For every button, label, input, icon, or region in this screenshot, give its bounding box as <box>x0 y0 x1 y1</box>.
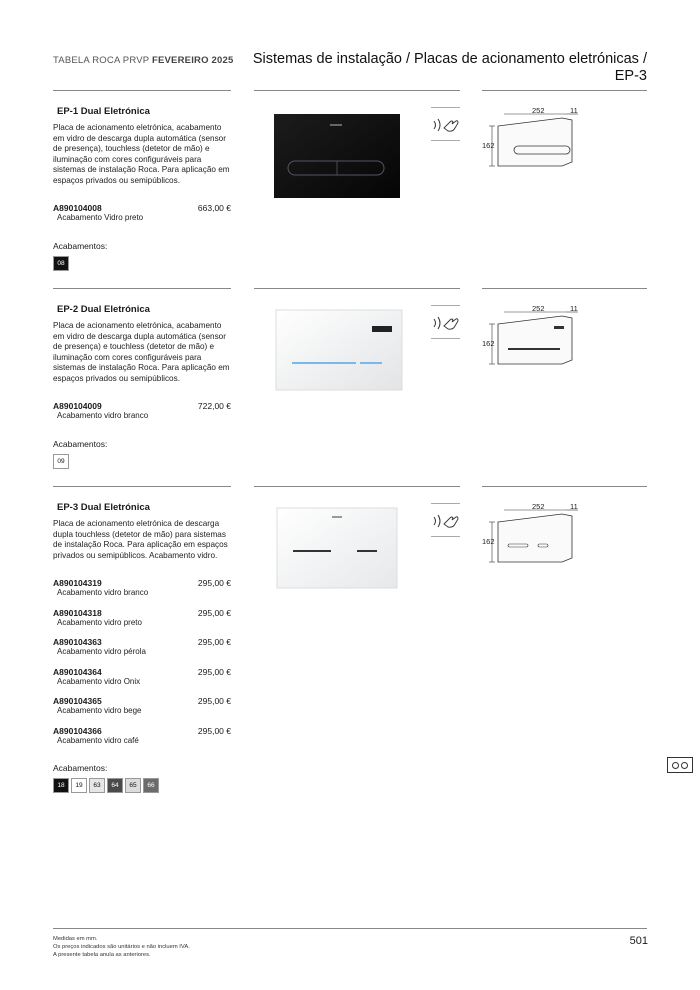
header-prefix: TABELA ROCA PRVP <box>53 55 152 66</box>
finish-swatch[interactable]: 18 <box>53 778 69 793</box>
section-divider <box>482 486 647 487</box>
finishes-label: Acabamentos: <box>53 439 108 449</box>
product-price: 295,00 € <box>197 725 231 736</box>
finish-swatch[interactable]: 64 <box>107 778 123 793</box>
product-finish: Acabamento Vidro preto <box>57 213 144 222</box>
finishes-label: Acabamentos: <box>53 241 108 251</box>
finish-swatch[interactable]: 63 <box>89 778 105 793</box>
footer-divider <box>53 928 647 929</box>
product-code: A890104364 <box>53 666 102 677</box>
technical-drawing <box>484 306 584 375</box>
dimension-height: 162 <box>482 141 495 150</box>
product-code-row <box>53 608 231 630</box>
section-divider <box>53 486 231 487</box>
dimension-width: 252 <box>532 106 545 115</box>
touchless-sensor-icon <box>431 115 461 135</box>
product-finish: Acabamento vidro branco <box>57 411 149 420</box>
product-price: 295,00 € <box>197 578 231 588</box>
product-image <box>277 508 397 593</box>
dimension-depth: 11 <box>570 304 578 313</box>
header-catalog-label <box>53 55 233 66</box>
product-code-row <box>53 696 231 718</box>
product-code: A890104365 <box>53 696 102 706</box>
page-number: 501 <box>629 935 648 947</box>
product-code-row <box>53 401 231 423</box>
product-finish: Acabamento vidro Onix <box>57 676 141 686</box>
product-finish: Acabamento vidro bege <box>57 706 142 715</box>
finish-swatches <box>53 454 69 469</box>
product-code-row <box>53 726 231 748</box>
technical-drawing <box>484 504 584 573</box>
dimension-height: 162 <box>482 339 495 348</box>
finish-swatch[interactable]: 19 <box>71 778 87 793</box>
finishes-label: Acabamentos: <box>53 763 108 773</box>
section-divider <box>254 486 460 487</box>
finish-swatches <box>53 256 69 271</box>
product-price: 722,00 € <box>197 401 231 411</box>
product-finish: Acabamento vidro café <box>57 735 139 745</box>
product-price: 295,00 € <box>197 666 231 677</box>
product-description: Placa de acionamento eletrónica, acabamento em vidro de descarga dupla automática (sensor de presença), touchless (detetor de mão) e iluminação com cores configuráveis para sistemas de instalação Roca. Para aplicação em espaços privados ou semipúblicos. <box>53 123 230 185</box>
header-date: FEVEREIRO 2025 <box>151 55 234 66</box>
product-price: 295,00 € <box>197 607 231 618</box>
product-image <box>274 114 400 203</box>
product-code-row <box>53 578 231 600</box>
section-divider <box>482 288 647 289</box>
product-description: Placa de acionamento eletrónica, acabamento em vidro de descarga dupla automática (sensor de presença) e touchless (detetor de mão) e iluminação com cores configuráveis para sistemas de instalação Roca. Para aplicação em espaços privados ou semipúblicos. <box>53 321 230 383</box>
product-code-row <box>53 203 231 225</box>
section-divider <box>53 288 231 289</box>
dimension-depth: 11 <box>570 502 578 511</box>
icon-divider <box>431 536 460 537</box>
product-code: A890104009 <box>53 401 102 411</box>
icon-divider <box>431 107 460 108</box>
footer-note: A presente tabela anula as anteriores. <box>53 952 151 958</box>
product-code: A890104366 <box>53 725 102 736</box>
finish-swatch[interactable]: 65 <box>125 778 141 793</box>
section-tab-icon <box>667 757 693 773</box>
product-code-row <box>53 637 231 659</box>
product-price: 663,00 € <box>197 203 231 213</box>
footer-notes <box>53 935 190 959</box>
page-title: Sistemas de instalação / Placas de acionamento eletrónicas / EP-3 <box>252 51 647 84</box>
finish-swatch[interactable]: 66 <box>143 778 159 793</box>
section-divider <box>53 90 231 91</box>
product-title: EP-1 Dual Eletrónica <box>57 106 150 117</box>
touchless-sensor-icon <box>431 313 461 333</box>
product-price: 295,00 € <box>197 637 231 647</box>
technical-drawing <box>484 108 584 177</box>
product-description: Placa de acionamento eletrónica de descarga dupla touchless (detetor de mão) para sistemas de instalação Roca. Para aplicação em espaços privados ou semipúblicos. Acabamento vidro. <box>53 519 228 560</box>
icon-divider <box>431 338 460 339</box>
section-divider <box>482 90 647 91</box>
finish-swatch[interactable]: 08 <box>53 256 69 271</box>
dimension-depth: 11 <box>570 106 578 115</box>
dimension-height: 162 <box>482 537 495 546</box>
section-divider <box>254 90 460 91</box>
product-title: EP-3 Dual Eletrónica <box>57 502 150 513</box>
finish-swatches <box>53 778 159 793</box>
product-code: A890104318 <box>53 607 102 618</box>
touchless-sensor-icon <box>431 511 461 531</box>
product-finish: Acabamento vidro branco <box>57 588 149 597</box>
product-price: 295,00 € <box>197 696 231 706</box>
icon-divider <box>431 305 460 306</box>
product-code: A890104363 <box>53 637 102 647</box>
dimension-width: 252 <box>532 502 545 511</box>
product-title: EP-2 Dual Eletrónica <box>57 304 150 315</box>
dimension-width: 252 <box>532 304 545 313</box>
product-code-row <box>53 667 231 689</box>
product-code: A890104008 <box>53 203 102 213</box>
footer-note: Medidas em mm. <box>53 936 98 942</box>
product-code: A890104319 <box>53 578 102 588</box>
product-finish: Acabamento vidro preto <box>57 617 142 627</box>
icon-divider <box>431 140 460 141</box>
icon-divider <box>431 503 460 504</box>
product-image <box>276 310 402 395</box>
footer-note: Os preços indicados são unitários e não incluem IVA. <box>53 944 190 950</box>
product-finish: Acabamento vidro pérola <box>57 647 146 656</box>
finish-swatch[interactable]: 09 <box>53 454 69 469</box>
section-divider <box>254 288 460 289</box>
